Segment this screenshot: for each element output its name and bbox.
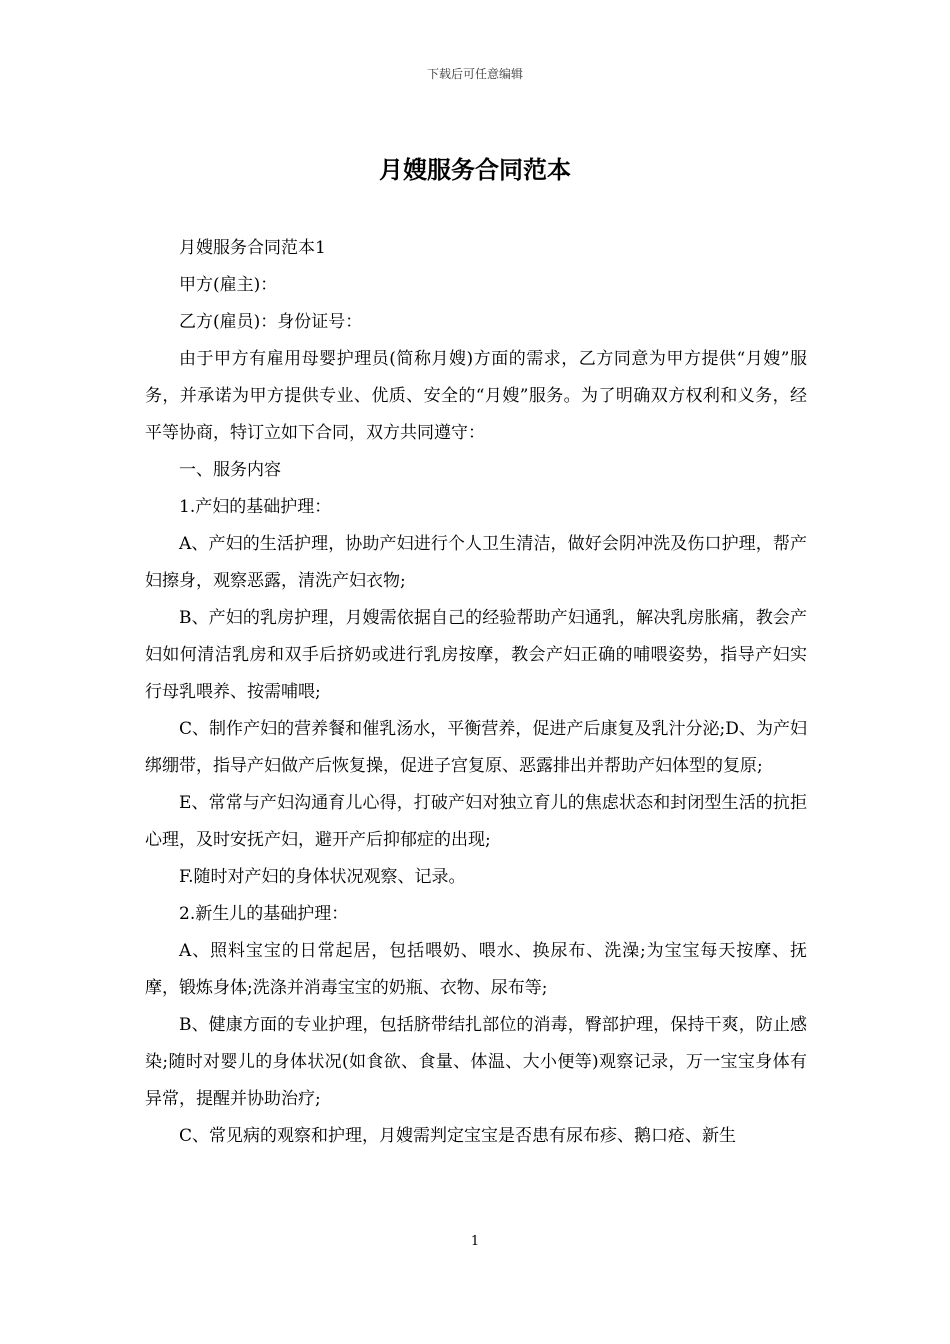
document-title: 月嫂服务合同范本 — [379, 156, 571, 184]
subsection-heading-newborn-care: 2.新生儿的基础护理： — [179, 904, 349, 924]
paragraph-party-a: 甲方(雇主)： — [179, 275, 278, 295]
clause-mother-c-d: C、制作产妇的营养餐和催乳汤水，平衡营养，促进产后康复及乳汁分泌;D、为产妇绑绷带，指导产妇做产后恢复操，促进子宫复原、恶露排出并帮助产妇体型的复原; — [145, 719, 807, 776]
paragraph-preamble: 由于甲方有雇用母婴护理员(简称月嫂)方面的需求，乙方同意为甲方提供“月嫂”服务，并承诺为甲方提供专业、优质、安全的“月嫂”服务。为了明确双方权利和义务，经平等协商，特订立如下合同，双方共同遵守： — [145, 349, 807, 443]
paragraph-subtitle: 月嫂服务合同范本1 — [179, 238, 326, 258]
clause-newborn-b: B、健康方面的专业护理，包括脐带结扎部位的消毒，臀部护理，保持干爽，防止感染;随时对婴儿的身体状况(如食欲、食量、体温、大小便等)观察记录，万一宝宝身体有异常，提醒并协助治疗; — [145, 1015, 807, 1109]
paragraph-party-b: 乙方(雇员)：身份证号： — [179, 312, 363, 332]
clause-mother-f: F.随时对产妇的身体状况观察、记录。 — [179, 867, 466, 887]
clause-newborn-a: A、照料宝宝的日常起居，包括喂奶、喂水、换尿布、洗澡;为宝宝每天按摩、抚摩，锻炼身体;洗涤并消毒宝宝的奶瓶、衣物、尿布等; — [145, 941, 807, 998]
clause-mother-e: E、常常与产妇沟通育儿心得，打破产妇对独立育儿的焦虑状态和封闭型生活的抗拒心理，及时安抚产妇，避开产后抑郁症的出现; — [145, 793, 807, 850]
header-note: 下载后可任意编辑 — [426, 67, 523, 81]
subsection-heading-mother-care: 1.产妇的基础护理： — [179, 497, 332, 517]
clause-mother-b: B、产妇的乳房护理，月嫂需依据自己的经验帮助产妇通乳，解决乳房胀痛，教会产妇如何清洁乳房和双手后挤奶或进行乳房按摩，教会产妇正确的哺喂姿势，指导产妇实行母乳喂养、按需哺喂; — [145, 608, 807, 702]
page-number: 1 — [470, 1234, 480, 1249]
document-body — [145, 230, 807, 1155]
clause-mother-a: A、产妇的生活护理，协助产妇进行个人卫生清洁，做好会阴冲洗及伤口护理，帮产妇擦身，观察恶露，清洗产妇衣物; — [145, 534, 807, 591]
clause-newborn-c: C、常见病的观察和护理，月嫂需判定宝宝是否患有尿布疹、鹅口疮、新生 — [179, 1126, 737, 1146]
section-heading-service-content: 一、服务内容 — [179, 460, 281, 480]
